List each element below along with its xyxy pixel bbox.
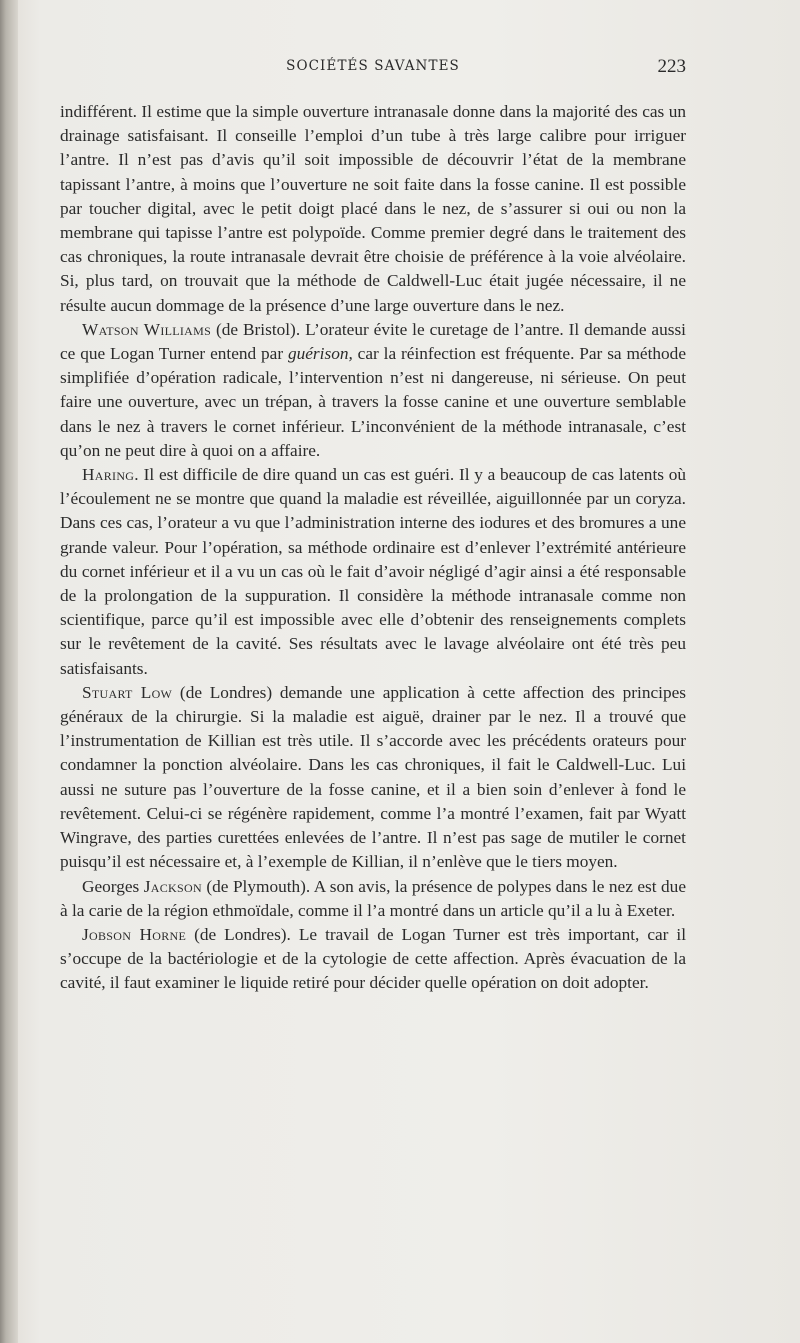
paragraph-jobson-horne: [60, 923, 686, 996]
body-text: [60, 100, 686, 996]
paragraph-text: (de Londres). Le travail de Logan Turner est très important, car il s’occupe de la bactériologie et de la cytologie de cette affection. Après évacuation de la cavité, il faut examiner le liquide retiré pour décider quelle opération on doit adopter.: [60, 924, 686, 993]
paragraph-watson-williams: [60, 318, 686, 463]
paragraph-text: (de Londres) demande une application à cette affection des principes généraux de la chirurgie. Si la maladie est aiguë, drainer par le nez. Il a trouvé que l’instrumentation de Killian est très utile. Il s’accorde avec les précédents orateurs pour condamner la ponction alvéolaire. Dans les cas chroniques, il fait le Caldwell-Luc. Lui aussi ne suture pas l’ouverture de la fosse canine, et il a bien soin d’enlever à fond le revêtement. Celui-ci se régénère rapidement, comme l’a montré l’examen, fait par Wyatt Wingrave, des parties curettées enlevées de l’antre. Il n’est pas sage de mutiler le cornet puisqu’il est nécessaire et, à l’exemple de Killian, il n’enlève que le tiers moyen.: [60, 682, 686, 872]
paragraph-stuart-low: [60, 681, 686, 875]
book-spine-shadow: [0, 0, 18, 1343]
paragraph-georges-jackson: [60, 875, 686, 923]
speaker-name: Jackson: [143, 876, 202, 896]
page-header: [60, 58, 686, 82]
speaker-name: Watson Williams: [82, 319, 212, 339]
paragraph-haring: [60, 463, 686, 681]
running-title: SOCIÉTÉS SAVANTES: [286, 58, 460, 74]
speaker-prefix: Georges: [82, 876, 144, 896]
paragraph-text: Il est difficile de dire quand un cas est guéri. Il y a beaucoup de cas latents où l’écoulement ne se montre que quand la maladie est réveillée, aiguillonnée par un coryza. Dans ces cas, l’orateur a vu que l’administration interne des iodures et des bromures a une grande valeur. Pour l’opération, sa méthode ordinaire est d’enlever l’extrémité antérieure du cornet inférieur et il a vu un cas où le fait d’avoir négligé d’agir ainsi a été responsable de la prolongation de la suppuration. Il considère la méthode intranasale comme non scientifique, parce qu’il est impossible avec elle d’obtenir des renseignements complets sur le revêtement de la cavité. Ses résultats avec le lavage alvéolaire ont été très peu satisfaisants.: [60, 465, 686, 678]
page-number: 223: [657, 56, 686, 77]
paragraph-continuation: indifférent. Il estime que la simple ouverture intranasale donne dans la majorité des cas un drainage satisfaisant. Il conseille l’emploi d’un tube à très large calibre pour irriguer l’antre. Il n’est pas d’avis qu’il soit impossible de découvrir l’état de la membrane tapissant l’antre, à moins que l’ouverture ne soit faite dans la fosse canine. Il est possible par toucher digital, avec le petit doigt placé dans le nez, de s’assurer si oui ou non la membrane qui tapisse l’antre est polypoïde. Comme premier degré dans le traitement des cas chroniques, la route intranasale devrait être choisie de préférence à la voie alvéolaire. Si, plus tard, on trouvait que la méthode de Caldwell-Luc était jugée nécessaire, il ne résulte aucun dommage de la présence d’une large ouverture dans le nez.: [60, 102, 686, 315]
speaker-name: Haring.: [82, 465, 139, 485]
speaker-name: Jobson Horne: [82, 924, 187, 944]
paragraph-text: (de Bristol). L’orateur évite le curetage de l’antre. Il demande aussi ce que Logan Turner entend par: [60, 319, 686, 364]
paragraph-text: (de Plymouth). A son avis, la présence de polypes dans le nez est due à la carie de la région ethmoïdale, comme il l’a montré dans un article qu’il a lu à Exeter.: [60, 876, 686, 920]
paragraph-text: car la réinfection est fréquente. Par sa méthode simplifiée d’opération radicale, l’intervention n’est ni dangereuse, ni sérieuse. On peut faire une ouverture, avec un trépan, à travers la fosse canine et une ouverture semblable dans le nez à travers le cornet inférieur. L’inconvénient de la méthode intranasale, c’est qu’on ne peut dire à quoi on a affaire.: [60, 344, 686, 460]
emphasized-term: guérison,: [287, 344, 353, 364]
speaker-name: Stuart Low: [82, 682, 173, 702]
